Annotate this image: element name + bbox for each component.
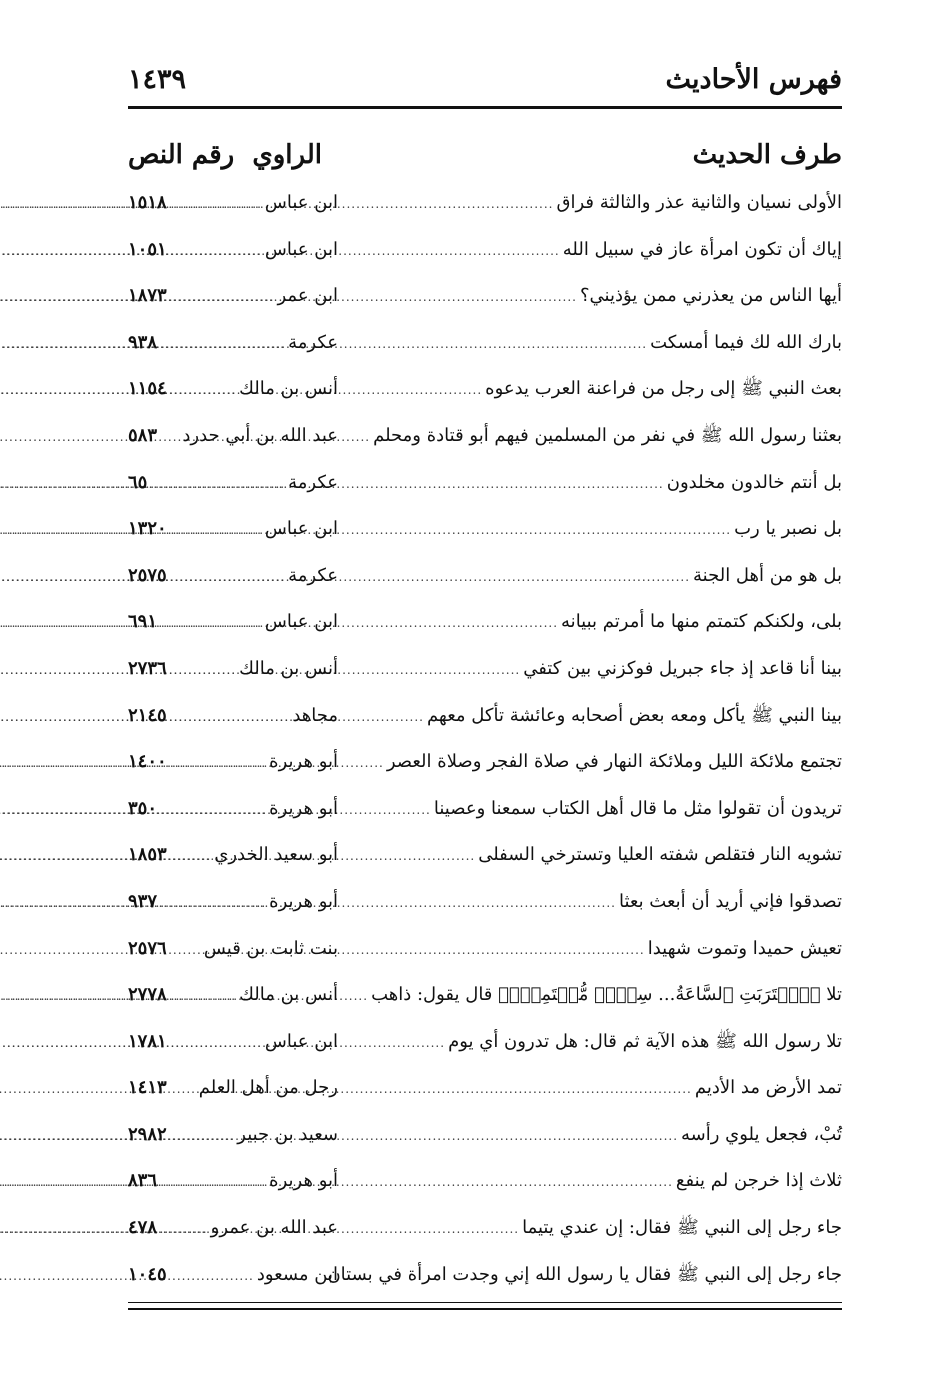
index-entry	[128, 372, 842, 419]
narrator: عكرمة	[288, 331, 338, 353]
narrator-cell	[198, 1120, 338, 1151]
index-entry	[128, 652, 842, 699]
narrator: أبو هريرة	[269, 1170, 338, 1192]
hadith-incipit-cell	[342, 468, 842, 499]
dot-leader	[0, 375, 236, 405]
column-headers	[128, 140, 842, 180]
index-entry	[128, 1118, 842, 1165]
running-title: فهرس الأحاديث	[665, 64, 842, 95]
text-number: ٩٣٨	[128, 331, 158, 353]
index-entry	[128, 419, 842, 466]
narrator-cell	[198, 654, 338, 685]
narrator-cell	[198, 701, 338, 732]
narrator: ابن عباس	[264, 192, 338, 213]
text-number: ٥٨٣	[128, 424, 158, 446]
hadith-incipit-cell	[342, 934, 842, 965]
narrator: عكرمة	[288, 564, 338, 586]
narrator-cell	[198, 468, 338, 499]
text-number: ٢٩٨٢	[128, 1123, 167, 1145]
hadith-incipit-cell	[342, 281, 842, 312]
index-entry	[128, 1258, 842, 1305]
index-entry	[128, 838, 842, 885]
narrator-cell	[198, 794, 338, 825]
hadith-incipit-cell	[342, 1120, 842, 1151]
index-entry	[128, 186, 842, 233]
text-number: ٦٩١	[128, 611, 158, 633]
dot-leader	[0, 1074, 692, 1104]
hadith-incipit-cell	[342, 328, 842, 359]
hadith-incipit-cell	[327, 1260, 842, 1291]
column-header-number: رقم النص	[128, 140, 235, 170]
text-number: ١٤١٣	[128, 1077, 167, 1099]
text-number: ١٨٥٣	[128, 844, 167, 866]
text-number: ٩٣٧	[128, 890, 158, 912]
hadith-incipit: تعيش حميدا وتموت شهيدا	[647, 937, 842, 959]
narrator: ابن عباس	[264, 518, 338, 540]
narrator-cell	[198, 1213, 338, 1244]
narrator: ابن عباس	[264, 1030, 338, 1052]
narrator-cell	[198, 607, 338, 638]
page-number: ١٤٣٩	[128, 64, 187, 95]
narrator: سعيد بن جبير	[237, 1123, 338, 1145]
text-number: ٢٥٧٥	[128, 564, 167, 586]
index-entry	[128, 978, 842, 1025]
narrator-cell	[198, 934, 338, 965]
narrator-cell	[198, 1166, 338, 1197]
narrator: أنس بن مالك	[239, 378, 338, 400]
column-header-narrator: الراوي	[252, 140, 322, 170]
dot-leader	[0, 1121, 234, 1151]
narrator: ابن عباس	[264, 238, 338, 260]
narrator-cell	[198, 188, 338, 219]
hadith-index-list	[128, 186, 842, 1304]
footer-rule	[128, 1308, 842, 1310]
dot-leader	[0, 981, 236, 1011]
index-entry	[128, 279, 842, 326]
text-number: ٨٣٦	[128, 1170, 158, 1192]
hadith-incipit: تجتمع ملائكة الليل وملائكة النهار في صلاة الفجر وصلاة العصر	[386, 751, 842, 773]
hadith-incipit-cell	[342, 514, 842, 545]
footer-rule	[128, 1302, 842, 1303]
hadith-incipit-cell	[342, 421, 842, 452]
hadith-incipit: بعثنا رسول الله ﷺ في نفر من المسلمين فيهم أبو قتادة ومحلم	[373, 424, 842, 446]
narrator-cell	[198, 1027, 338, 1058]
text-number: ٢٥٧٦	[128, 937, 167, 959]
narrator: عكرمة	[288, 471, 338, 493]
text-number: ٢٧٣٦	[128, 657, 167, 679]
hadith-incipit: بل نصبر يا رب	[734, 518, 842, 540]
narrator: ابن عباس	[264, 611, 338, 633]
hadith-incipit-cell	[342, 1073, 842, 1104]
narrator: أنس بن مالك	[239, 984, 338, 1006]
hadith-incipit: بارك الله لك فيما أمسكت	[650, 331, 842, 353]
hadith-incipit: بينا النبي ﷺ يأكل ومعه بعض أصحابه وعائشة تأكل معهم	[426, 704, 842, 726]
text-number: ٢٧٧٨	[128, 984, 167, 1006]
hadith-incipit: تريدون أن تقولوا مثل ما قال أهل الكتاب سمعنا وعصينا	[433, 797, 842, 819]
narrator-cell	[198, 1260, 338, 1291]
hadith-incipit-cell	[342, 654, 842, 685]
hadith-incipit-cell	[342, 794, 842, 825]
hadith-incipit-cell	[342, 235, 842, 266]
hadith-incipit: تُبْ، فجعل يلوي رأسه	[681, 1123, 842, 1145]
narrator-cell	[198, 561, 338, 592]
narrator: ابن مسعود	[256, 1263, 338, 1285]
hadith-incipit-cell	[342, 1166, 842, 1197]
hadith-incipit-cell	[342, 607, 842, 638]
index-entry	[128, 932, 842, 979]
dot-leader	[0, 1261, 254, 1291]
index-entry	[128, 885, 842, 932]
text-number: ٦٥	[128, 471, 148, 493]
index-entry	[128, 699, 842, 746]
hadith-incipit: تمد الأرض مد الأديم	[694, 1077, 842, 1099]
column-header-hadith: طرف الحديث	[692, 140, 842, 170]
hadith-incipit: جاء رجل إلى النبي ﷺ فقال: إن عندي يتيما	[522, 1217, 842, 1239]
hadith-incipit-cell	[342, 887, 842, 918]
narrator-cell	[198, 328, 338, 359]
narrator: عبد الله بن أبي حدرد	[182, 424, 338, 446]
hadith-incipit-cell	[342, 980, 842, 1011]
narrator-cell	[198, 840, 338, 871]
index-entry	[128, 466, 842, 513]
narrator-cell	[198, 374, 338, 405]
index-entry	[128, 512, 842, 559]
index-entry	[128, 326, 842, 373]
hadith-incipit: تصدقوا فإني أريد أن أبعث بعثا	[618, 890, 842, 912]
text-number: ١٠٥١	[128, 238, 167, 260]
hadith-incipit: تشويه النار فتقلص شفته العليا وتسترخي السفلى	[478, 844, 842, 866]
text-number: ١٠٤٥	[128, 1263, 167, 1285]
hadith-incipit: تلا ﴿ٱقۡتَرَبَتِ ٱلسَّاعَةُ... سِحۡرٞ مُّسۡتَمِرّٞ﴾ قال يقول: ذاهب	[371, 984, 842, 1006]
hadith-incipit-cell	[342, 840, 842, 871]
hadith-incipit-cell	[342, 374, 842, 405]
text-number: ١٧٨١	[128, 1030, 167, 1052]
text-number: ١٣٢٠	[128, 518, 167, 540]
narrator-cell	[198, 747, 338, 778]
text-number: ٢١٤٥	[128, 704, 167, 726]
hadith-incipit-cell	[342, 701, 842, 732]
header-rule	[128, 106, 842, 109]
narrator: أبو هريرة	[269, 890, 338, 912]
narrator-cell	[198, 514, 338, 545]
narrator-cell	[198, 281, 338, 312]
narrator: مجاهد	[292, 704, 338, 726]
hadith-incipit: بينا أنا قاعد إذ جاء جبريل فوكزني بين كتفي	[523, 657, 842, 679]
running-header	[128, 64, 842, 104]
index-entry	[128, 1071, 842, 1118]
narrator-cell	[198, 235, 338, 266]
index-entry	[128, 792, 842, 839]
narrator: بنت ثابت بن قيس	[203, 937, 338, 959]
hadith-incipit-cell	[342, 561, 842, 592]
text-number: ١٨٧٣	[128, 285, 167, 307]
index-entry	[128, 1164, 842, 1211]
index-entry	[128, 233, 842, 280]
hadith-incipit: بعث النبي ﷺ إلى رجل من فراعنة العرب يدعوه	[485, 378, 842, 400]
narrator: أنس بن مالك	[239, 657, 338, 679]
text-number: ١٤٠٠	[128, 751, 167, 773]
narrator: أبو هريرة	[269, 797, 338, 819]
dot-leader	[0, 655, 236, 685]
hadith-incipit-cell	[342, 747, 842, 778]
hadith-incipit-cell	[342, 1027, 842, 1058]
hadith-incipit: أيها الناس من يعذرني ممن يؤذيني؟	[579, 285, 842, 307]
hadith-incipit: بلى، ولكنكم كتمتم منها ما أمرتم ببيانه	[561, 611, 842, 633]
index-entry	[128, 745, 842, 792]
index-entry	[128, 1211, 842, 1258]
narrator: أبو سعيد الخدري	[214, 844, 338, 866]
narrator-cell	[198, 887, 338, 918]
hadith-incipit: بل هو من أهل الجنة	[693, 564, 842, 586]
text-number: ٤٧٨	[128, 1217, 158, 1239]
hadith-incipit: ثلاث إذا خرجن لم ينفع	[675, 1170, 842, 1192]
narrator: أبو هريرة	[269, 751, 338, 773]
narrator: رجل من أهل العلم	[198, 1077, 338, 1099]
text-number: ١١٥٤	[128, 378, 167, 400]
narrator-cell	[198, 1073, 338, 1104]
hadith-incipit: الأولى نسيان والثانية عذر والثالثة فراق	[556, 192, 842, 213]
text-number: ٣٥٠	[128, 797, 158, 819]
index-entry	[128, 605, 842, 652]
narrator-cell	[198, 980, 338, 1011]
hadith-incipit-cell	[342, 1213, 842, 1244]
hadith-incipit: بل أنتم خالدون مخلدون	[666, 471, 842, 493]
narrator-cell	[182, 421, 338, 452]
index-entry	[128, 559, 842, 606]
hadith-incipit: إياك أن تكون امرأة عاز في سبيل الله	[562, 238, 842, 260]
text-number: ١٥١٨	[128, 192, 167, 213]
hadith-incipit: تلا رسول الله ﷺ هذه الآية ثم قال: هل تدرون أي يوم	[448, 1030, 842, 1052]
index-entry	[128, 1025, 842, 1072]
narrator: عبد الله بن عمرو	[210, 1217, 338, 1239]
narrator: ابن عمر	[277, 285, 338, 307]
hadith-incipit: جاء رجل إلى النبي ﷺ فقال يا رسول الله إني وجدت امرأة في بستان	[327, 1263, 842, 1285]
hadith-incipit-cell	[342, 188, 842, 219]
